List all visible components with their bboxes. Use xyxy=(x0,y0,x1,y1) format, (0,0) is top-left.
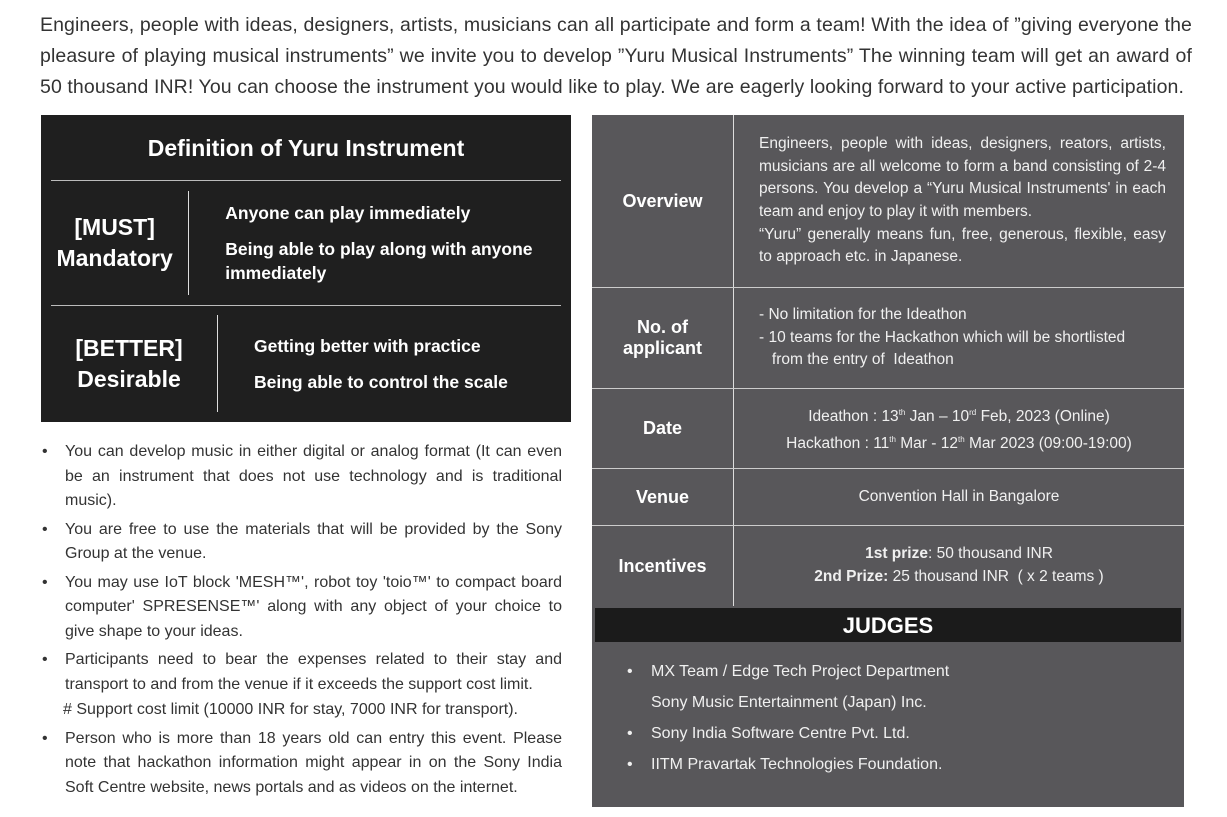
must-item: Being able to play along with anyone immediately xyxy=(225,239,533,283)
definition-box xyxy=(41,115,571,422)
row-label: Overview xyxy=(592,115,734,287)
divider xyxy=(51,305,561,306)
bullet-icon: • xyxy=(627,663,633,680)
list-item-text: Participants need to bear the expenses related to their stay and transport to and from the venue if it exceeds the support cost limit. xyxy=(65,651,562,693)
list-item xyxy=(40,518,562,567)
must-item: Anyone can play immediately xyxy=(225,203,471,223)
overview-text: “Yuru” generally means fun, free, generous, flexible, easy to approach etc. in Japanese. xyxy=(759,225,1166,266)
event-info-table xyxy=(592,115,1184,807)
must-label xyxy=(41,191,189,295)
bullet-icon: • xyxy=(42,729,48,747)
better-word: Desirable xyxy=(77,365,181,392)
venue-value: Convention Hall in Bangalore xyxy=(858,487,1060,505)
better-label xyxy=(41,315,218,412)
judges-heading: JUDGES xyxy=(595,608,1181,642)
must-tag: [MUST] xyxy=(74,214,155,240)
list-item xyxy=(40,440,562,514)
incentives-row xyxy=(592,526,1184,606)
judge-item: • IITM Pravartak Technologies Foundation. xyxy=(627,749,949,780)
list-item-text: You may use IoT block 'MESH™', robot toy 'toio™' to compact board computer' SPRESENSE™' along with any object of your choice to give shape to your ideas. xyxy=(65,573,562,640)
bullet-icon: • xyxy=(42,651,48,668)
overview-text: Engineers, people with ideas, designers, reators, artists, musicians are all welcome to form a band consisting of 2-4 persons. You develop a “Yuru Musical Instruments' in each team and enjoy to play it with members. xyxy=(759,135,1166,220)
bullet-icon: • xyxy=(42,443,48,460)
row-label: Incentives xyxy=(592,526,734,606)
hackathon-date: Hackathon : 11th Mar - 12th Mar 2023 (09:00-19:00) xyxy=(786,434,1132,452)
divider xyxy=(51,180,561,181)
applicant-line: - 10 teams for the Hackathon which will be shortlisted xyxy=(759,328,1126,346)
second-prize: 2nd Prize: 25 thousand INR ( x 2 teams ) xyxy=(814,568,1104,585)
judge-item: Sony Music Entertainment (Japan) Inc. xyxy=(651,694,927,711)
judge-item: • Sony India Software Centre Pvt. Ltd. xyxy=(627,718,949,749)
applicant-line: - No limitation for the Ideathon xyxy=(759,306,967,324)
judges-list xyxy=(627,656,949,780)
intro-paragraph: Engineers, people with ideas, designers, artists, musicians can all participate and form a team! With the idea of ”giving everyone the pleasure of playing musical instruments” we invite you to develop ”Yuru Musical Instruments” The winning team will get an award of 50 thousand INR! You can choose the instrument you would like to play. We are eagerly looking forward to your active participation. xyxy=(40,14,1192,98)
better-row xyxy=(41,315,571,412)
applicant-line: from the entry of Ideathon xyxy=(759,351,954,369)
bullet-icon: • xyxy=(627,756,633,773)
row-label: Venue xyxy=(592,469,734,525)
row-label: Date xyxy=(592,389,734,468)
list-item xyxy=(40,571,562,645)
better-item: Being able to control the scale xyxy=(254,371,508,392)
applicant-row xyxy=(592,288,1184,389)
bullet-icon: • xyxy=(42,573,48,591)
venue-row xyxy=(592,469,1184,526)
ideathon-date: Ideathon : 13th Jan – 10rd Feb, 2023 (Online) xyxy=(808,407,1110,425)
must-row xyxy=(41,191,571,295)
list-item-text: Person who is more than 18 years old can entry this event. Please note that hackathon information might appear in on the Sony India Soft Centre website, news portals and as videos on the internet. xyxy=(65,729,562,796)
list-item xyxy=(40,648,562,697)
support-note: # Support cost limit (10000 INR for stay, 7000 INR for transport). xyxy=(63,701,518,718)
row-label: No. of applicant xyxy=(592,288,734,388)
first-prize: 1st prize: 50 thousand INR xyxy=(865,545,1053,563)
better-item: Getting better with practice xyxy=(254,335,481,356)
list-item xyxy=(40,727,562,801)
bullet-icon: • xyxy=(627,725,633,742)
overview-row xyxy=(592,115,1184,288)
list-item-text: You can develop music in either digital or analog format (It can even be an instrument that does not use technology and is traditional music). xyxy=(65,443,562,509)
definition-title: Definition of Yuru Instrument xyxy=(147,135,465,161)
bullet-icon: • xyxy=(42,520,48,538)
better-tag: [BETTER] xyxy=(75,334,183,361)
judge-item: • MX Team / Edge Tech Project Department xyxy=(627,656,949,687)
must-word: Mandatory xyxy=(56,245,173,271)
list-item-text: You are free to use the materials that will be provided by the Sony Group at the venue. xyxy=(65,520,562,562)
rules-list xyxy=(40,440,562,804)
date-row xyxy=(592,389,1184,469)
